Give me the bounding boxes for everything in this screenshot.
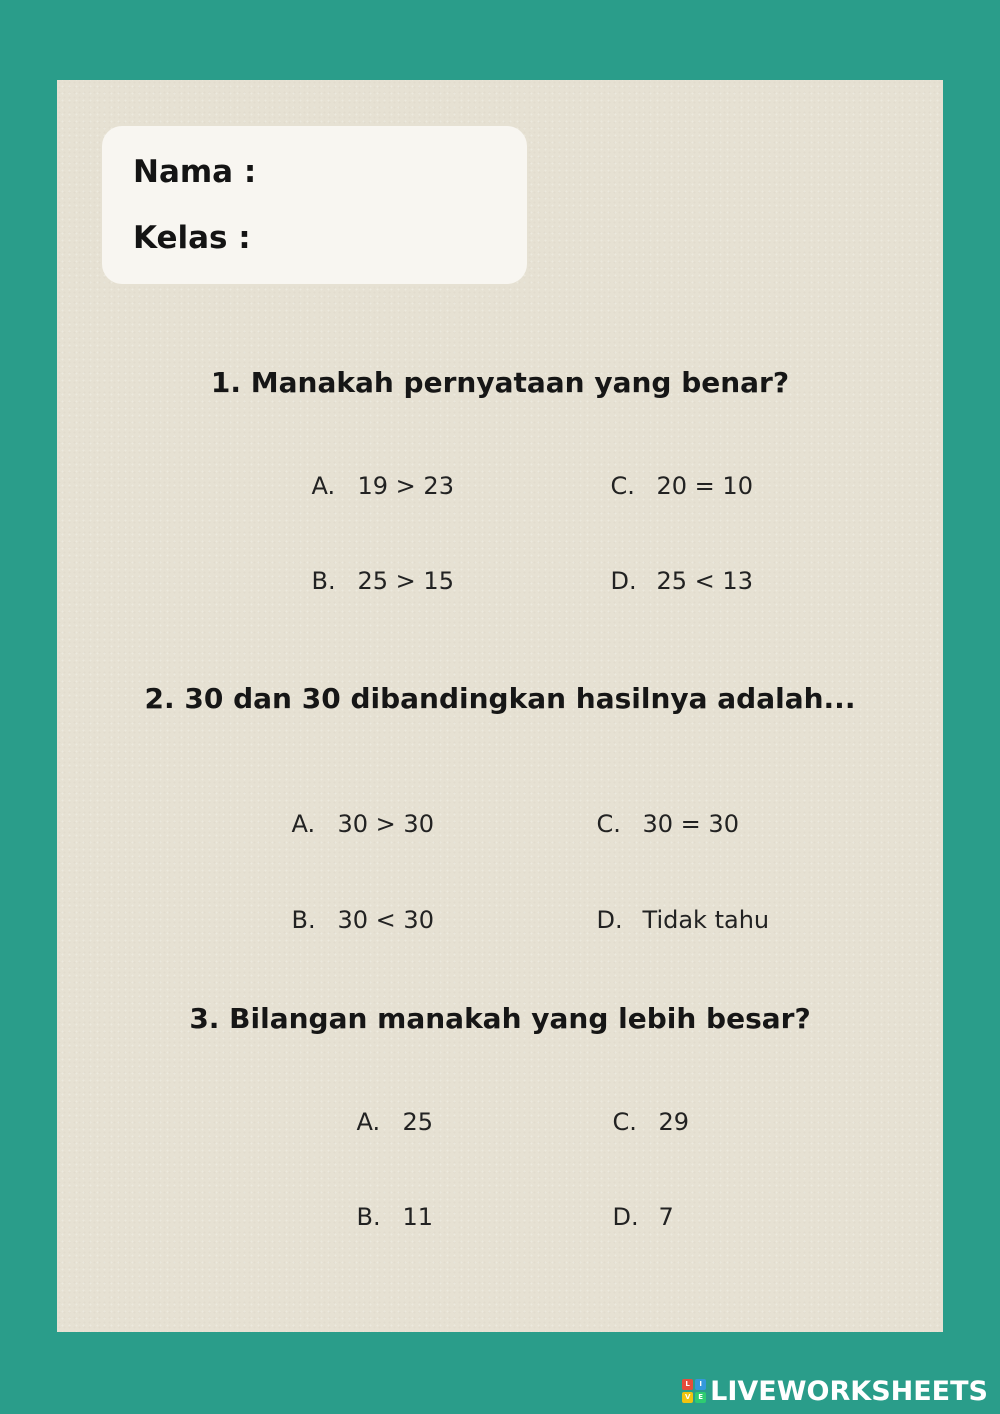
option-text: 19 > 23 <box>357 472 454 500</box>
question-3-option-a[interactable] <box>326 1080 433 1164</box>
option-letter: C. <box>610 472 635 500</box>
question-1-option-a[interactable] <box>281 444 454 528</box>
logo-letter-e: E <box>695 1392 706 1403</box>
logo-letter-l: L <box>682 1379 693 1390</box>
option-letter: C. <box>596 810 621 838</box>
option-text: 11 <box>402 1203 434 1231</box>
question-2-option-b[interactable] <box>261 878 434 962</box>
option-text: Tidak tahu <box>642 906 770 934</box>
question-3-title: 3. Bilangan manakah yang lebih besar? <box>189 1002 811 1035</box>
question-2-option-a[interactable] <box>261 782 434 866</box>
liveworksheets-wordmark: LIVEWORKSHEETS <box>710 1375 988 1407</box>
name-input[interactable] <box>262 154 506 192</box>
option-letter: B. <box>311 567 336 595</box>
option-letter: D. <box>596 906 623 934</box>
option-text: 30 > 30 <box>337 810 434 838</box>
option-text: 25 < 13 <box>656 567 753 595</box>
question-1-option-c[interactable] <box>580 444 753 528</box>
class-input[interactable] <box>262 220 506 258</box>
question-3-option-d[interactable] <box>582 1175 674 1259</box>
question-2-option-c[interactable] <box>566 782 739 866</box>
class-label: Kelas : <box>133 220 251 256</box>
worksheet-paper <box>57 80 943 1332</box>
option-letter: C. <box>612 1108 637 1136</box>
option-letter: D. <box>610 567 637 595</box>
option-text: 25 <box>402 1108 434 1136</box>
question-1-option-d[interactable] <box>580 539 753 623</box>
liveworksheets-brand[interactable] <box>682 1373 988 1409</box>
question-2-option-d[interactable] <box>566 878 769 962</box>
student-info-box <box>102 126 527 284</box>
question-3-option-b[interactable] <box>326 1175 433 1259</box>
option-letter: A. <box>311 472 336 500</box>
logo-letter-i: I <box>695 1379 706 1390</box>
option-letter: B. <box>291 906 316 934</box>
question-2-title: 2. 30 dan 30 dibandingkan hasilnya adalah... <box>144 682 856 715</box>
option-text: 7 <box>658 1203 674 1231</box>
question-1-option-b[interactable] <box>281 539 454 623</box>
name-label: Nama : <box>133 154 257 190</box>
logo-letter-v: V <box>682 1392 693 1403</box>
option-letter: D. <box>612 1203 639 1231</box>
question-1-title: 1. Manakah pernyataan yang benar? <box>210 366 790 399</box>
option-text: 25 > 15 <box>357 567 454 595</box>
question-3-option-c[interactable] <box>582 1080 689 1164</box>
option-text: 20 = 10 <box>656 472 753 500</box>
liveworksheets-logo-icon <box>682 1379 706 1403</box>
option-letter: A. <box>356 1108 381 1136</box>
option-text: 30 = 30 <box>642 810 739 838</box>
option-text: 30 < 30 <box>337 906 434 934</box>
option-text: 29 <box>658 1108 690 1136</box>
option-letter: A. <box>291 810 316 838</box>
option-letter: B. <box>356 1203 381 1231</box>
